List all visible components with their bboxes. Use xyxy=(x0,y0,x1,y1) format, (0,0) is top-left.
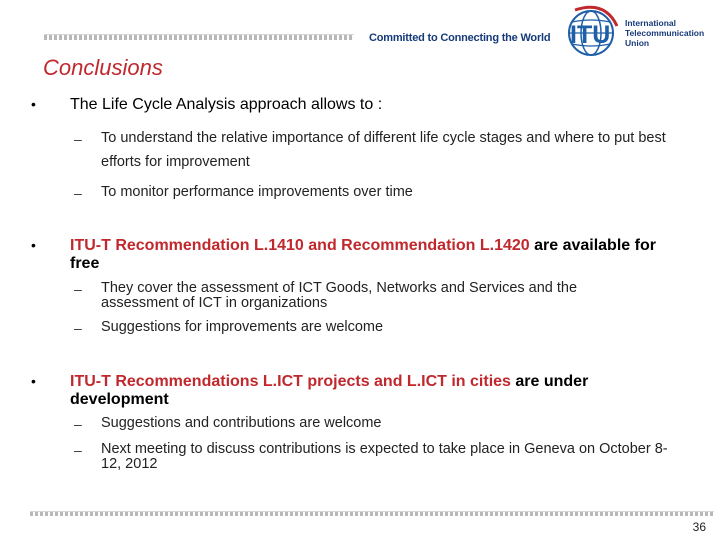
bullet-glyph: • xyxy=(31,96,36,112)
itu-globe-logo-icon xyxy=(561,2,720,58)
header-divider xyxy=(44,34,354,40)
dash-glyph: – xyxy=(74,281,82,297)
bullet-2-rest: are available for free xyxy=(70,237,656,272)
dash-glyph: – xyxy=(74,320,82,336)
bullet-glyph: • xyxy=(31,237,36,253)
bullet-2-sub-2: Suggestions for improvements are welcome xyxy=(101,319,384,335)
bullet-2-text xyxy=(70,237,680,273)
bullet-3-sub-2: Next meeting to discuss contributions is expected to take place in Geneva on October 8-12, 2012 xyxy=(101,441,668,472)
page-number: 36 xyxy=(692,520,706,534)
dash-glyph: – xyxy=(74,442,82,458)
bullet-3-sub-1: Suggestions and contributions are welcome xyxy=(101,415,382,431)
svg-text:Union: Union xyxy=(625,38,650,48)
svg-text:Telecommunication: Telecommunication xyxy=(625,28,705,38)
dash-glyph: – xyxy=(74,416,82,432)
slide-title: Conclusions xyxy=(43,55,163,80)
tagline: Committed to Connecting the World xyxy=(369,32,551,44)
bullet-1-sub-2: To monitor performance improvements over time xyxy=(101,184,413,200)
bullet-2-highlight: ITU-T Recommendation L.1410 and Recommendation L.1420 xyxy=(70,237,530,254)
bullet-1-text: The Life Cycle Analysis approach allows to : xyxy=(70,96,383,113)
bullet-3-text xyxy=(70,373,645,409)
dash-glyph: – xyxy=(74,131,82,147)
dash-glyph: – xyxy=(74,185,82,201)
bullet-glyph: • xyxy=(31,373,36,389)
bullet-3-highlight: ITU-T Recommendations L.ICT projects and L.ICT in cities xyxy=(70,373,511,390)
svg-text:International: International xyxy=(625,18,677,28)
svg-text:ITU: ITU xyxy=(570,21,611,49)
bullet-2-sub-1: They cover the assessment of ICT Goods, Networks and Services and the assessment of ICT in organizations xyxy=(101,280,578,311)
bullet-3-rest: are under development xyxy=(70,373,589,408)
bullet-1-sub-1: To understand the relative importance of different life cycle stages and where to put best efforts for improvement xyxy=(101,130,666,170)
itu-logo xyxy=(561,2,720,58)
footer-divider xyxy=(30,511,714,516)
